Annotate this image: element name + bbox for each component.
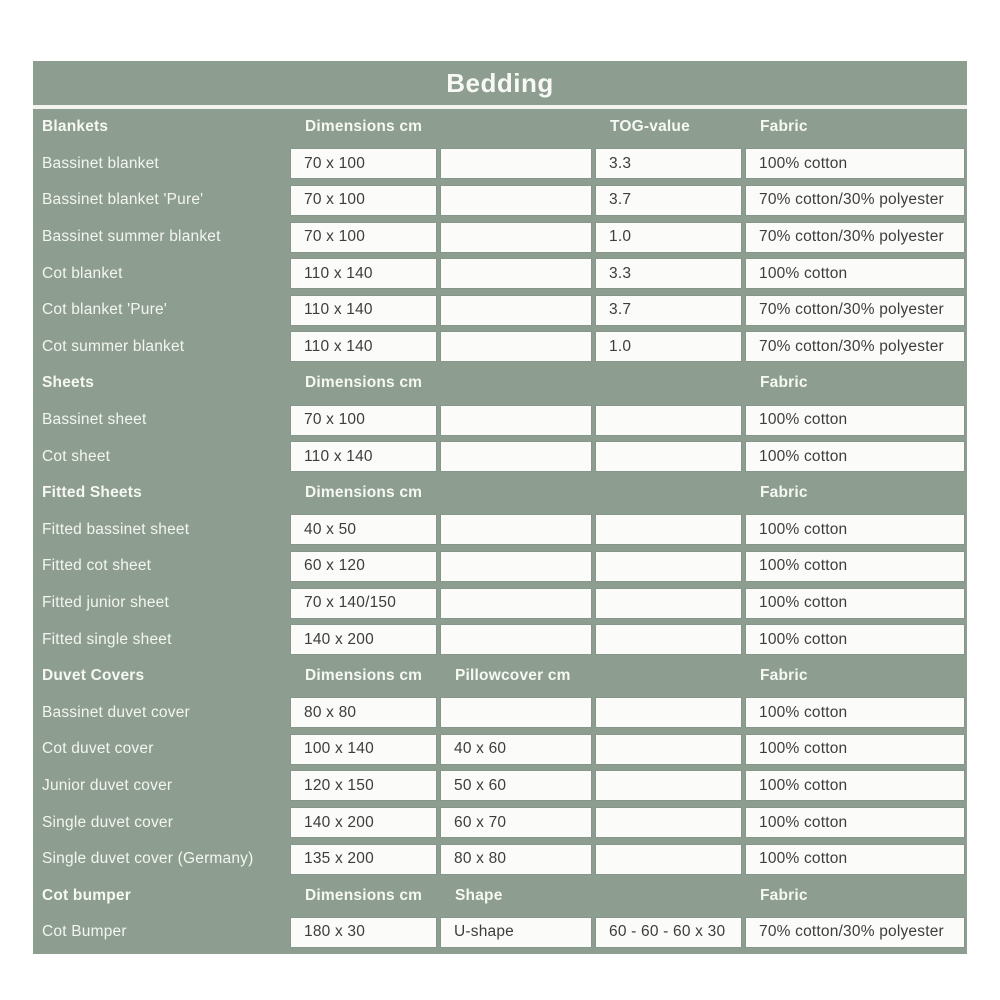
column-header: Fabric (760, 667, 808, 685)
cell: 60 x 120 (290, 551, 437, 582)
row-label: Fitted junior sheet (42, 594, 170, 612)
column-header: Fabric (760, 374, 808, 392)
column-header: Dimensions cm (305, 667, 423, 685)
cell (440, 624, 592, 655)
cell: 100% cotton (745, 807, 965, 838)
cell (595, 514, 742, 545)
table-row (33, 731, 967, 768)
cell (440, 331, 592, 362)
column-header: Dimensions cm (305, 374, 423, 392)
cell: 3.7 (595, 295, 742, 326)
cell (595, 844, 742, 875)
cell (440, 514, 592, 545)
cell: 100% cotton (745, 624, 965, 655)
cell: 100% cotton (745, 405, 965, 436)
row-label: Fitted single sheet (42, 630, 172, 648)
cell (595, 441, 742, 472)
cell (595, 734, 742, 765)
cell (595, 807, 742, 838)
cell: 110 x 140 (290, 258, 437, 289)
table-row (33, 512, 967, 549)
cell (440, 588, 592, 619)
row-label: Cot blanket (42, 264, 123, 282)
cell: 180 x 30 (290, 917, 437, 948)
column-header: Dimensions cm (305, 886, 423, 904)
table-title: Bedding (33, 61, 967, 109)
row-label: Cot sheet (42, 447, 111, 465)
table-row (33, 804, 967, 841)
cell: 100% cotton (745, 588, 965, 619)
cell: 70% cotton/30% polyester (745, 331, 965, 362)
column-header: TOG-value (610, 118, 690, 136)
cell: 100% cotton (745, 551, 965, 582)
cell: 110 x 140 (290, 295, 437, 326)
section-title: Blankets (42, 118, 109, 136)
table-row (33, 621, 967, 658)
section-title: Duvet Covers (42, 667, 145, 685)
cell (440, 441, 592, 472)
cell: 70 x 100 (290, 185, 437, 216)
bedding-table (33, 61, 967, 954)
row-label: Fitted bassinet sheet (42, 520, 190, 538)
section-header-row (33, 365, 967, 402)
cell: 1.0 (595, 222, 742, 253)
cell: 135 x 200 (290, 844, 437, 875)
cell (440, 258, 592, 289)
cell: 70% cotton/30% polyester (745, 185, 965, 216)
table-row (33, 768, 967, 805)
table-row (33, 182, 967, 219)
cell (595, 770, 742, 801)
cell (440, 697, 592, 728)
row-label: Bassinet sheet (42, 411, 147, 429)
cell: 120 x 150 (290, 770, 437, 801)
cell: 100% cotton (745, 441, 965, 472)
row-label: Bassinet blanket (42, 154, 159, 172)
cell: 140 x 200 (290, 807, 437, 838)
table-row (33, 841, 967, 878)
table-row (33, 255, 967, 292)
column-header: Fabric (760, 484, 808, 502)
cell (440, 185, 592, 216)
section-header-row (33, 109, 967, 146)
cell (595, 551, 742, 582)
table-row (33, 219, 967, 256)
row-label: Single duvet cover (Germany) (42, 850, 254, 868)
cell (595, 405, 742, 436)
row-label: Cot duvet cover (42, 740, 154, 758)
cell (440, 222, 592, 253)
cell: 70% cotton/30% polyester (745, 295, 965, 326)
cell: 3.3 (595, 258, 742, 289)
row-label: Cot Bumper (42, 923, 127, 941)
table-row (33, 914, 967, 951)
row-label: Bassinet duvet cover (42, 703, 190, 721)
table-row (33, 548, 967, 585)
cell: 70% cotton/30% polyester (745, 917, 965, 948)
cell: 100 x 140 (290, 734, 437, 765)
row-label: Cot summer blanket (42, 337, 185, 355)
cell: 3.3 (595, 148, 742, 179)
cell: 70% cotton/30% polyester (745, 222, 965, 253)
column-header: Shape (455, 886, 503, 904)
cell (440, 148, 592, 179)
section-header-row (33, 877, 967, 914)
table-rows (33, 109, 967, 954)
cell: 1.0 (595, 331, 742, 362)
cell: 140 x 200 (290, 624, 437, 655)
row-label: Bassinet blanket 'Pure' (42, 191, 204, 209)
column-header: Dimensions cm (305, 118, 423, 136)
cell: 110 x 140 (290, 331, 437, 362)
cell: 100% cotton (745, 514, 965, 545)
cell: 100% cotton (745, 148, 965, 179)
cell: 80 x 80 (440, 844, 592, 875)
cell: 100% cotton (745, 697, 965, 728)
column-header: Pillowcover cm (455, 667, 571, 685)
cell: 40 x 50 (290, 514, 437, 545)
cell: 70 x 100 (290, 148, 437, 179)
cell: 100% cotton (745, 770, 965, 801)
column-header: Dimensions cm (305, 484, 423, 502)
cell (440, 295, 592, 326)
section-title: Sheets (42, 374, 95, 392)
cell: 3.7 (595, 185, 742, 216)
table-row (33, 329, 967, 366)
cell: 100% cotton (745, 734, 965, 765)
cell: 80 x 80 (290, 697, 437, 728)
table-row (33, 695, 967, 732)
row-label: Bassinet summer blanket (42, 228, 221, 246)
row-label: Single duvet cover (42, 813, 174, 831)
table-row (33, 146, 967, 183)
cell: 60 x 70 (440, 807, 592, 838)
cell: 50 x 60 (440, 770, 592, 801)
section-title: Fitted Sheets (42, 484, 142, 502)
table-row (33, 438, 967, 475)
cell: 100% cotton (745, 844, 965, 875)
row-label: Junior duvet cover (42, 776, 173, 794)
table-row (33, 402, 967, 439)
section-header-row (33, 475, 967, 512)
cell (440, 405, 592, 436)
cell: 40 x 60 (440, 734, 592, 765)
section-header-row (33, 658, 967, 695)
row-label: Fitted cot sheet (42, 557, 152, 575)
row-label: Cot blanket 'Pure' (42, 301, 167, 319)
table-row (33, 585, 967, 622)
column-header: Fabric (760, 886, 808, 904)
cell: 60 - 60 - 60 x 30 (595, 917, 742, 948)
cell (595, 588, 742, 619)
section-title: Cot bumper (42, 886, 131, 904)
cell: 70 x 140/150 (290, 588, 437, 619)
cell: 70 x 100 (290, 405, 437, 436)
cell (595, 624, 742, 655)
table-row (33, 292, 967, 329)
cell: 100% cotton (745, 258, 965, 289)
cell: 70 x 100 (290, 222, 437, 253)
cell (440, 551, 592, 582)
column-header: Fabric (760, 118, 808, 136)
cell (595, 697, 742, 728)
cell: U-shape (440, 917, 592, 948)
cell: 110 x 140 (290, 441, 437, 472)
